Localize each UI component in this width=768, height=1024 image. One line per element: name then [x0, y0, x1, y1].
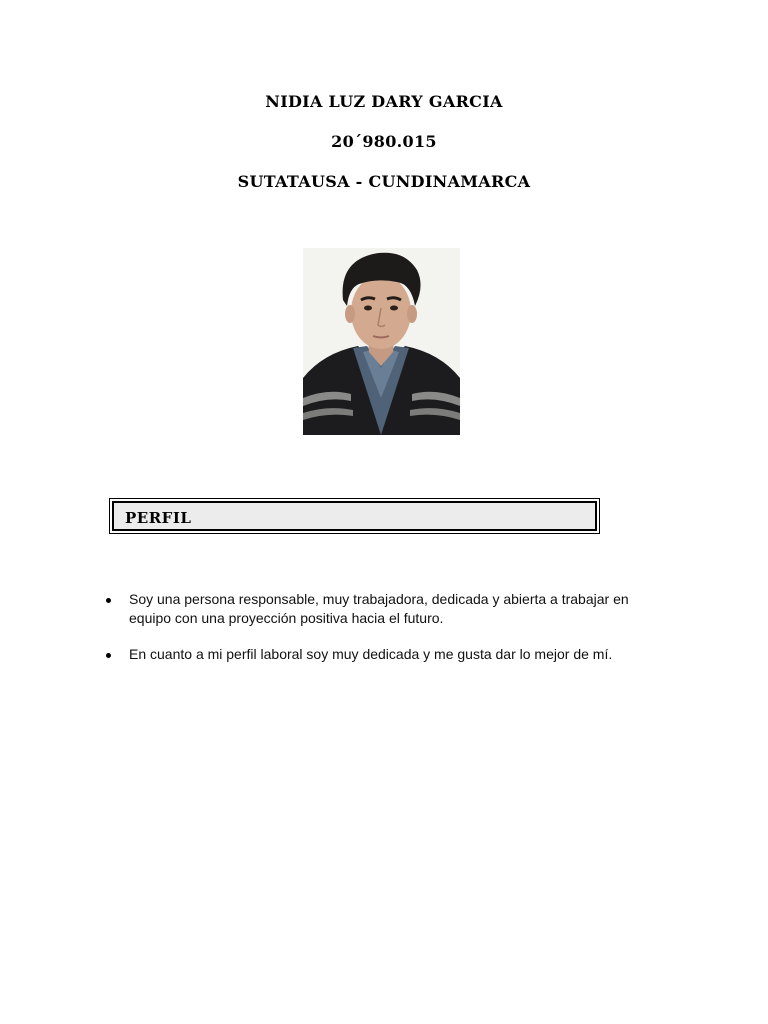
list-item — [104, 645, 664, 664]
profile-list — [104, 590, 664, 681]
bullet-icon — [106, 598, 111, 603]
id-number: 20´980.015 — [331, 132, 437, 151]
list-item — [104, 590, 664, 628]
list-item-text: Soy una persona responsable, muy trabajadora, dedicada y abierta a trabajar en equipo con una proyección positiva hacia el futuro. — [129, 591, 629, 626]
list-item-text: En cuanto a mi perfil laboral soy muy dedicada y me gusta dar lo mejor de mí. — [129, 646, 613, 662]
profile-section-header-inner — [112, 501, 597, 531]
location: SUTATAUSA - CUNDINAMARCA — [237, 172, 531, 191]
profile-section-header — [109, 498, 600, 534]
bullet-icon — [106, 653, 111, 658]
profile-photo — [303, 248, 460, 435]
person-name: NIDIA LUZ DARY GARCIA — [265, 92, 503, 111]
portrait-image — [303, 248, 460, 435]
section-title: PERFIL — [125, 509, 192, 527]
